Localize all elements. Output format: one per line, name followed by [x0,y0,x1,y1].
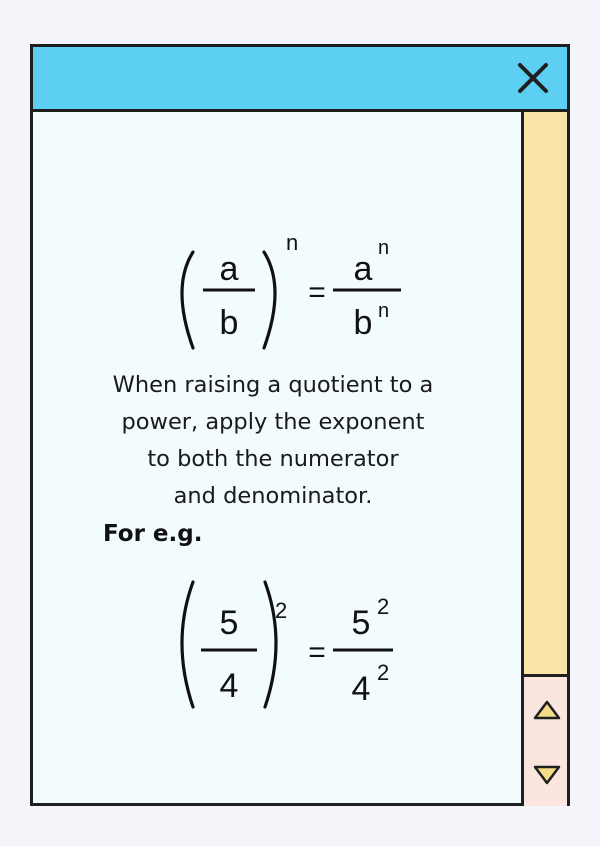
example-label: For e.g. [103,521,203,547]
rule-rhs-numerator: a [353,250,373,288]
rule-rhs-denominator-exponent: n [378,300,390,322]
left-parenthesis [182,582,193,707]
scrollbar-track[interactable] [521,112,567,674]
triangle-up-icon[interactable] [533,699,561,721]
example-numerator: 5 [219,604,239,642]
explanation-line: power, apply the exponent [121,409,425,435]
scroll-down-button[interactable] [533,764,561,786]
example-rhs-denominator-exponent: 2 [377,660,390,685]
scroll-up-button[interactable] [533,699,561,721]
explanation-line: and denominator. [173,483,373,509]
scroll-buttons [521,674,567,806]
explanation-line: to both the numerator [147,446,399,472]
example-rhs-numerator: 5 [351,604,371,642]
rule-denominator: b [219,304,239,342]
popup-window [30,44,570,806]
close-button[interactable] [515,60,551,96]
rule-rhs-denominator: b [353,304,373,342]
triangle-down-icon[interactable] [533,764,561,786]
example-equals: = [308,636,326,669]
example-formula [33,112,522,806]
title-bar[interactable] [33,47,567,112]
rule-numerator: a [219,250,239,288]
rule-exponent: n [286,230,299,255]
rule-equals: = [308,276,326,309]
example-denominator: 4 [219,667,239,705]
explanation-line: When raising a quotient to a [112,372,434,398]
close-icon[interactable] [515,60,551,96]
example-rhs-denominator: 4 [351,670,371,708]
example-exponent: 2 [275,598,288,623]
rule-rhs-numerator-exponent: n [378,237,390,259]
content-area [33,112,522,806]
example-rhs-numerator-exponent: 2 [377,594,390,619]
